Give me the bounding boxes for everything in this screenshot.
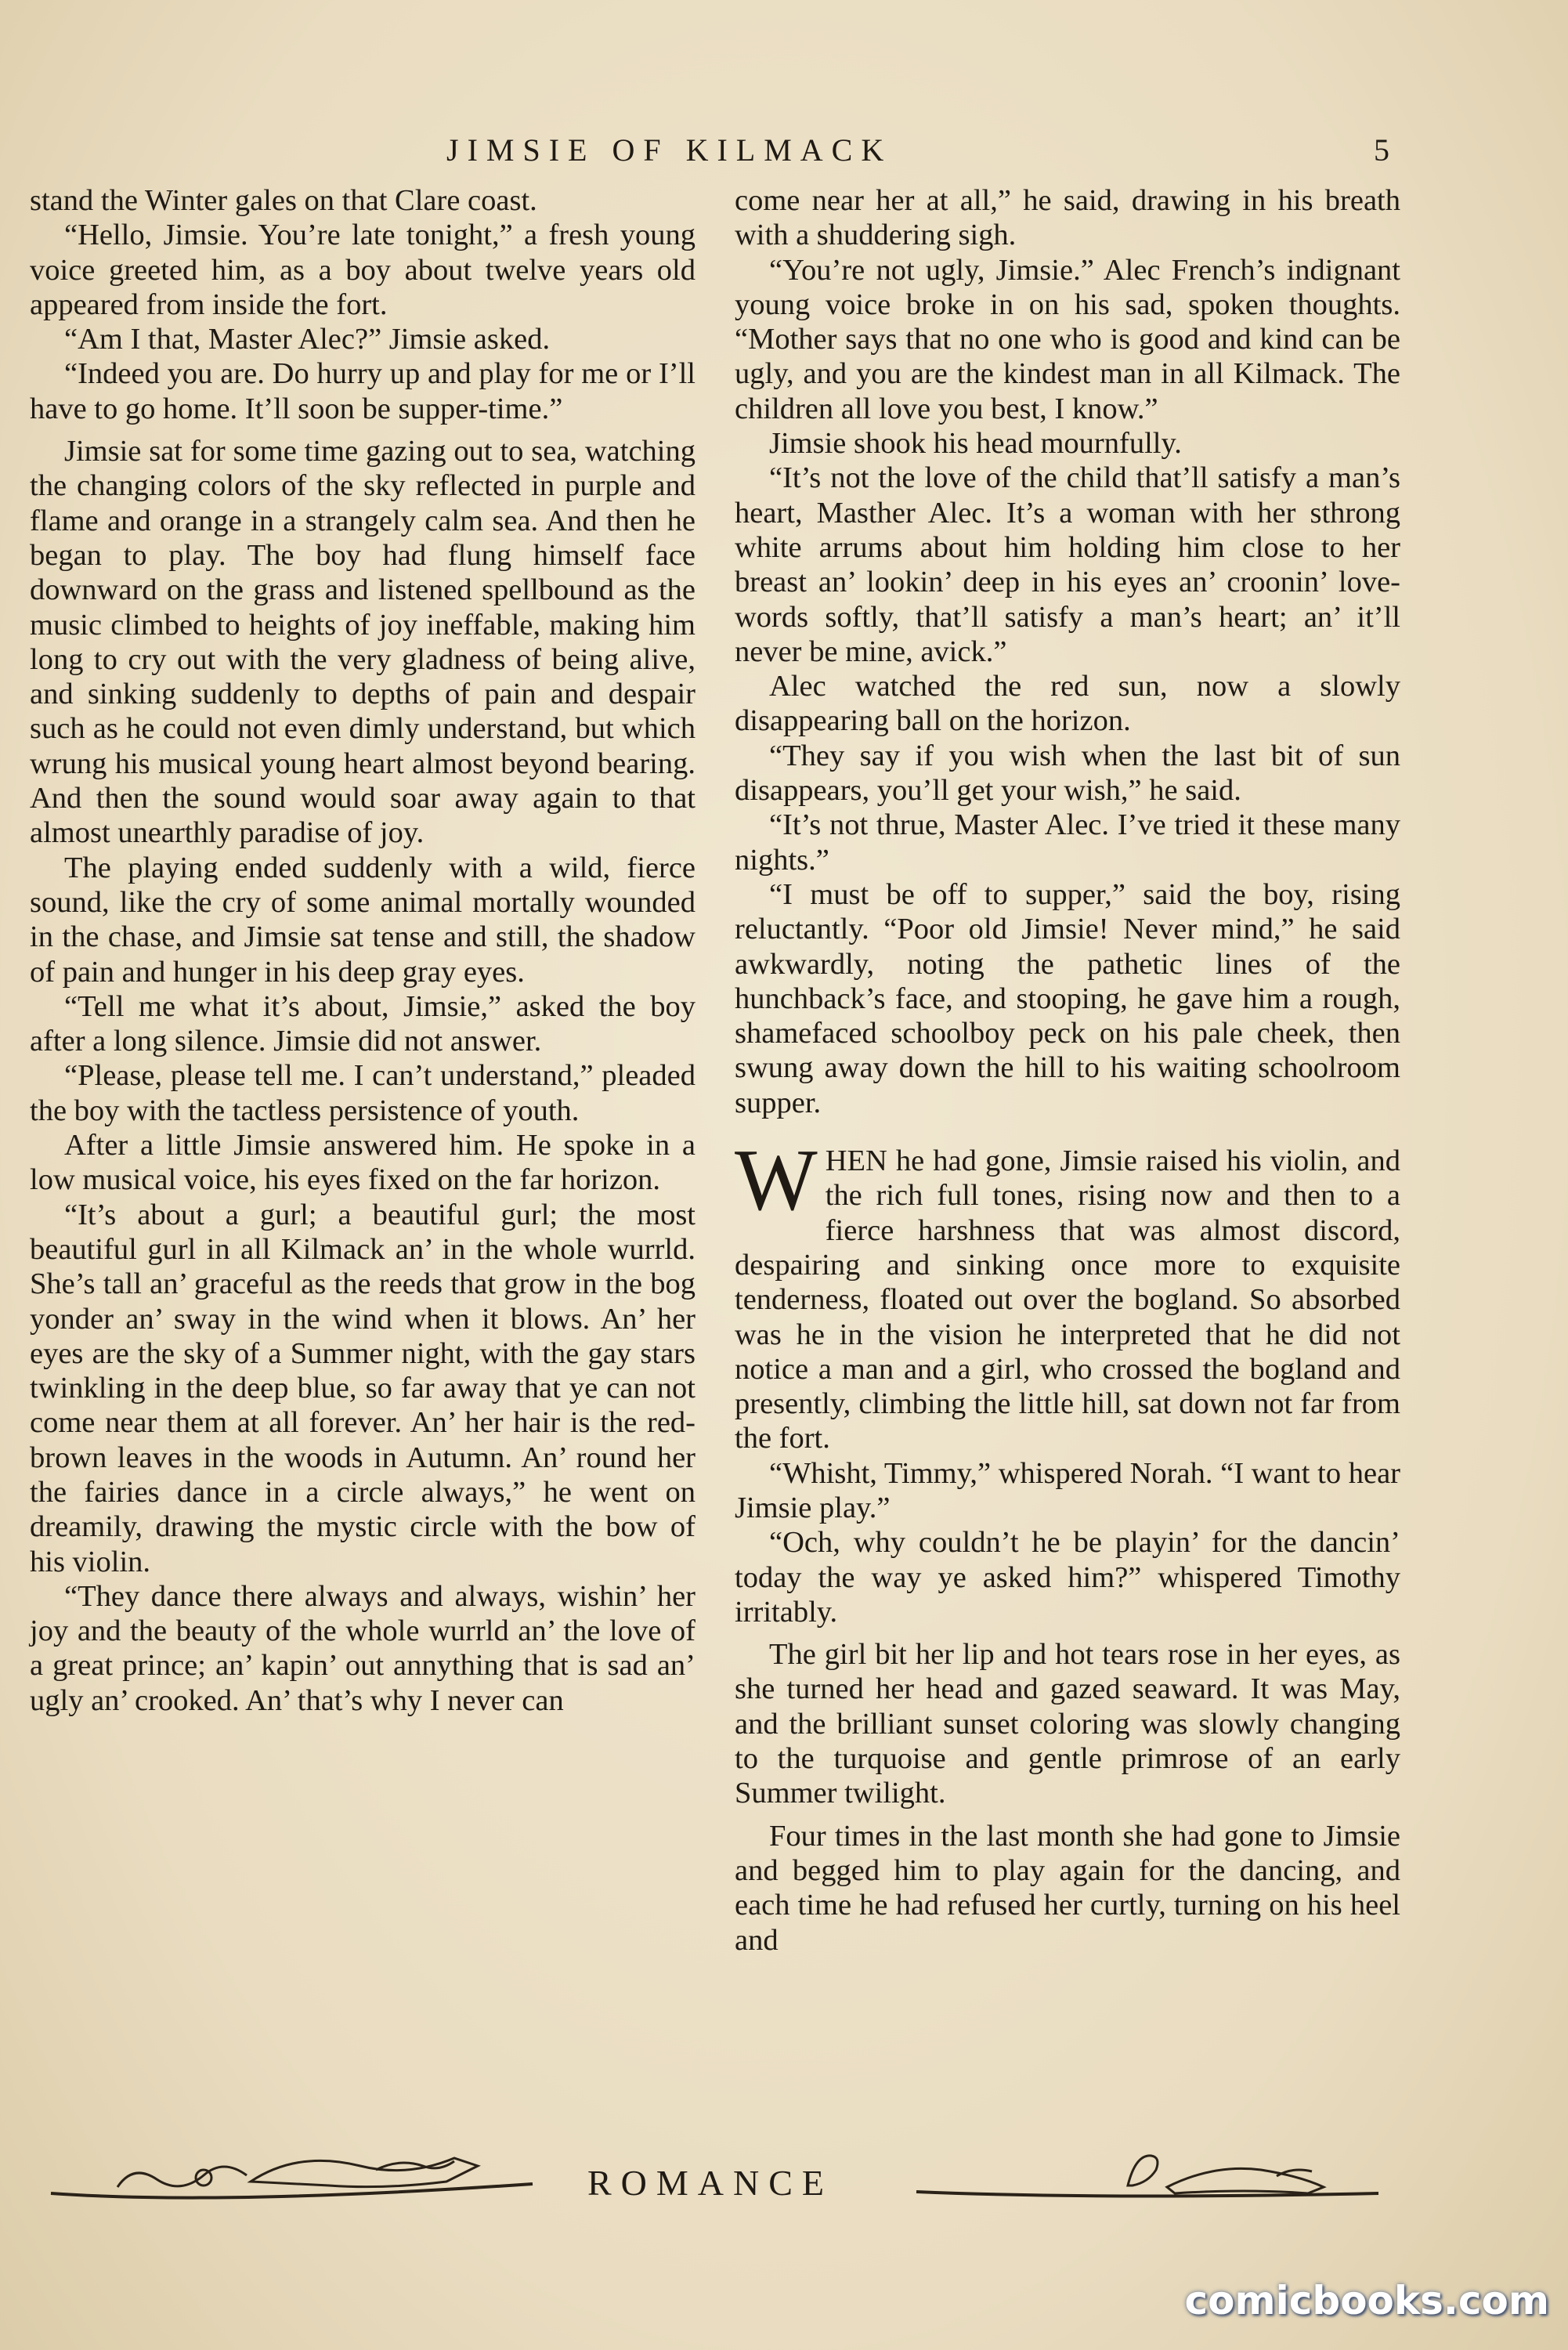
- paragraph: “Och, why couldn’t he be playin’ for the dancin’ today the way ye asked him?” whispered Timothy irritably.: [735, 1526, 1400, 1629]
- paragraph: “It’s not the love of the child that’ll satisfy a man’s heart, Masther Alec. It’s a woman with her sthrong white arrums about him holding him close to her breast an’ lookin’ deep in his eyes an’ croonin’ love-words softly, that’ll satisfy a man’s heart; an’ it’ll never be mine, avick.”: [735, 461, 1400, 668]
- page-number: 5: [1374, 132, 1389, 168]
- paragraph: After a little Jimsie answered him. He spoke in a low musical voice, his eyes fixed on the far horizon.: [30, 1129, 695, 1197]
- paragraph: The girl bit her lip and hot tears rose in her eyes, as she turned her head and gazed seaward. It was May, and the brilliant sunset coloring was slowly changing to the turquoise and gentle primrose of an early Summer twilight.: [735, 1638, 1400, 1810]
- paragraph: stand the Winter gales on that Clare coast.: [30, 184, 537, 217]
- paragraph: come near her at all,” he said, drawing in his breath with a shuddering sigh.: [735, 184, 1400, 252]
- paragraph: “It’s not thrue, Master Alec. I’ve tried it these many nights.”: [735, 808, 1400, 877]
- paragraph: “Hello, Jimsie. You’re late tonight,” a fresh young voice greeted him, as a boy about twelve years old appeared from inside the fort.: [30, 219, 695, 321]
- paragraph: “I must be off to supper,” said the boy, rising reluctantly. “Poor old Jimsie! Never mind,” he said awkwardly, noting the pathetic lines of the hunchback’s face, and stooping, he gave him a rough, shamefaced schoolboy peck on his pale cheek, then swung away down the hill to his waiting schoolroom supper.: [735, 877, 1400, 1119]
- paragraph: “Whisht, Timmy,” whispered Norah. “I want to hear Jimsie play.”: [735, 1456, 1400, 1524]
- magazine-name: ROMANCE: [587, 2163, 834, 2203]
- paragraph: Four times in the last month she had gone to Jimsie and begged him to play again for the dancing, and each time he had refused her curtly, turning on his heel and: [735, 1819, 1400, 1957]
- left-footer-ornament: [47, 2138, 548, 2217]
- running-title: JIMSIE OF KILMACK: [446, 132, 893, 168]
- paragraph: “It’s about a gurl; a beautiful gurl; the most beautiful gurl in all Kilmack an’ in the whole wurrld. She’s tall an’ graceful as the reeds that grow in the bog yonder an’ sway in the wind when it blows. An’ her eyes are the sky of a Summer night, with the gay stars twinkling in the deep blue, so far away that ye can not come near them at all forever. An’ her hair is the red-brown leaves in the woods in Autumn. An’ round her the fairies dance in a circle always,” he went on dreamily, drawing the mystic circle with the bow of his violin.: [30, 1198, 695, 1578]
- paragraph: “You’re not ugly, Jimsie.” Alec French’s indignant young voice broke in on his sad, spoken thoughts. “Mother says that no one who is good and kind can be ugly, and you are the kindest man in all Kilmack. The children all love you best, I know.”: [735, 253, 1400, 425]
- page-header: [0, 132, 1568, 179]
- paragraph: “They say if you wish when the last bit of sun disappears, you’ll get your wish,” he said.: [735, 739, 1400, 808]
- paragraph: “Indeed you are. Do hurry up and play for me or I’ll have to go home. It’ll soon be supper-time.”: [30, 357, 695, 425]
- paragraph: Alec watched the red sun, now a slowly disappearing ball on the horizon.: [735, 670, 1400, 738]
- paragraph: “Please, please tell me. I can’t understand,” pleaded the boy with the tactless persistence of youth.: [30, 1059, 695, 1127]
- section-opening-paragraph: [735, 1132, 1400, 1456]
- right-footer-ornament: [909, 2138, 1410, 2217]
- paragraph: The playing ended suddenly with a wild, fierce sound, like the cry of some animal mortally wounded in the chase, and Jimsie sat tense and still, the shadow of pain and hunger in his deep gray eyes.: [30, 851, 695, 989]
- watermark-logo: comicbooks.com: [1184, 2278, 1549, 2323]
- right-column: [735, 183, 1400, 1958]
- paragraph: “Tell me what it’s about, Jimsie,” asked the boy after a long silence. Jimsie did not answer.: [30, 989, 695, 1058]
- paragraph: Jimsie shook his head mournfully.: [769, 427, 1182, 461]
- left-column: [30, 183, 695, 1718]
- paragraph-text: HEN he had gone, Jimsie raised his violin, and the rich full tones, rising now and then to a fierce harshness that was almost discord, despairing and sinking once more to exquisite tenderness, floated out over the bogland. So absorbed was he in the vision he interpreted that he did not notice a man and a girl, who crossed the bogland and presently, climbing the little hill, sat down not far from the fort.: [735, 1144, 1400, 1455]
- drop-cap: W: [735, 1132, 818, 1230]
- paragraph: “They dance there always and always, wishin’ her joy and the beauty of the whole wurrld an’ the love of a great prince; an’ kapin’ out annything that is sad an’ ugly an’ crooked. An’ that’s why I never can: [30, 1579, 695, 1717]
- page-footer: [0, 2138, 1568, 2217]
- paragraph: Jimsie sat for some time gazing out to sea, watching the changing colors of the sky reflected in purple and flame and orange in a strangely calm sea. And then he began to play. The boy had flung himself face downward on the grass and listened spellbound as the music climbed to heights of joy ineffable, making him long to cry out with the very gladness of being alive, and sinking suddenly to depths of pain and despair such as he could not even dimly understand, but which wrung his musical young heart almost beyond bearing. And then the sound would soar away again to that almost unearthly paradise of joy.: [30, 435, 695, 850]
- paragraph: “Am I that, Master Alec?” Jimsie asked.: [64, 323, 551, 356]
